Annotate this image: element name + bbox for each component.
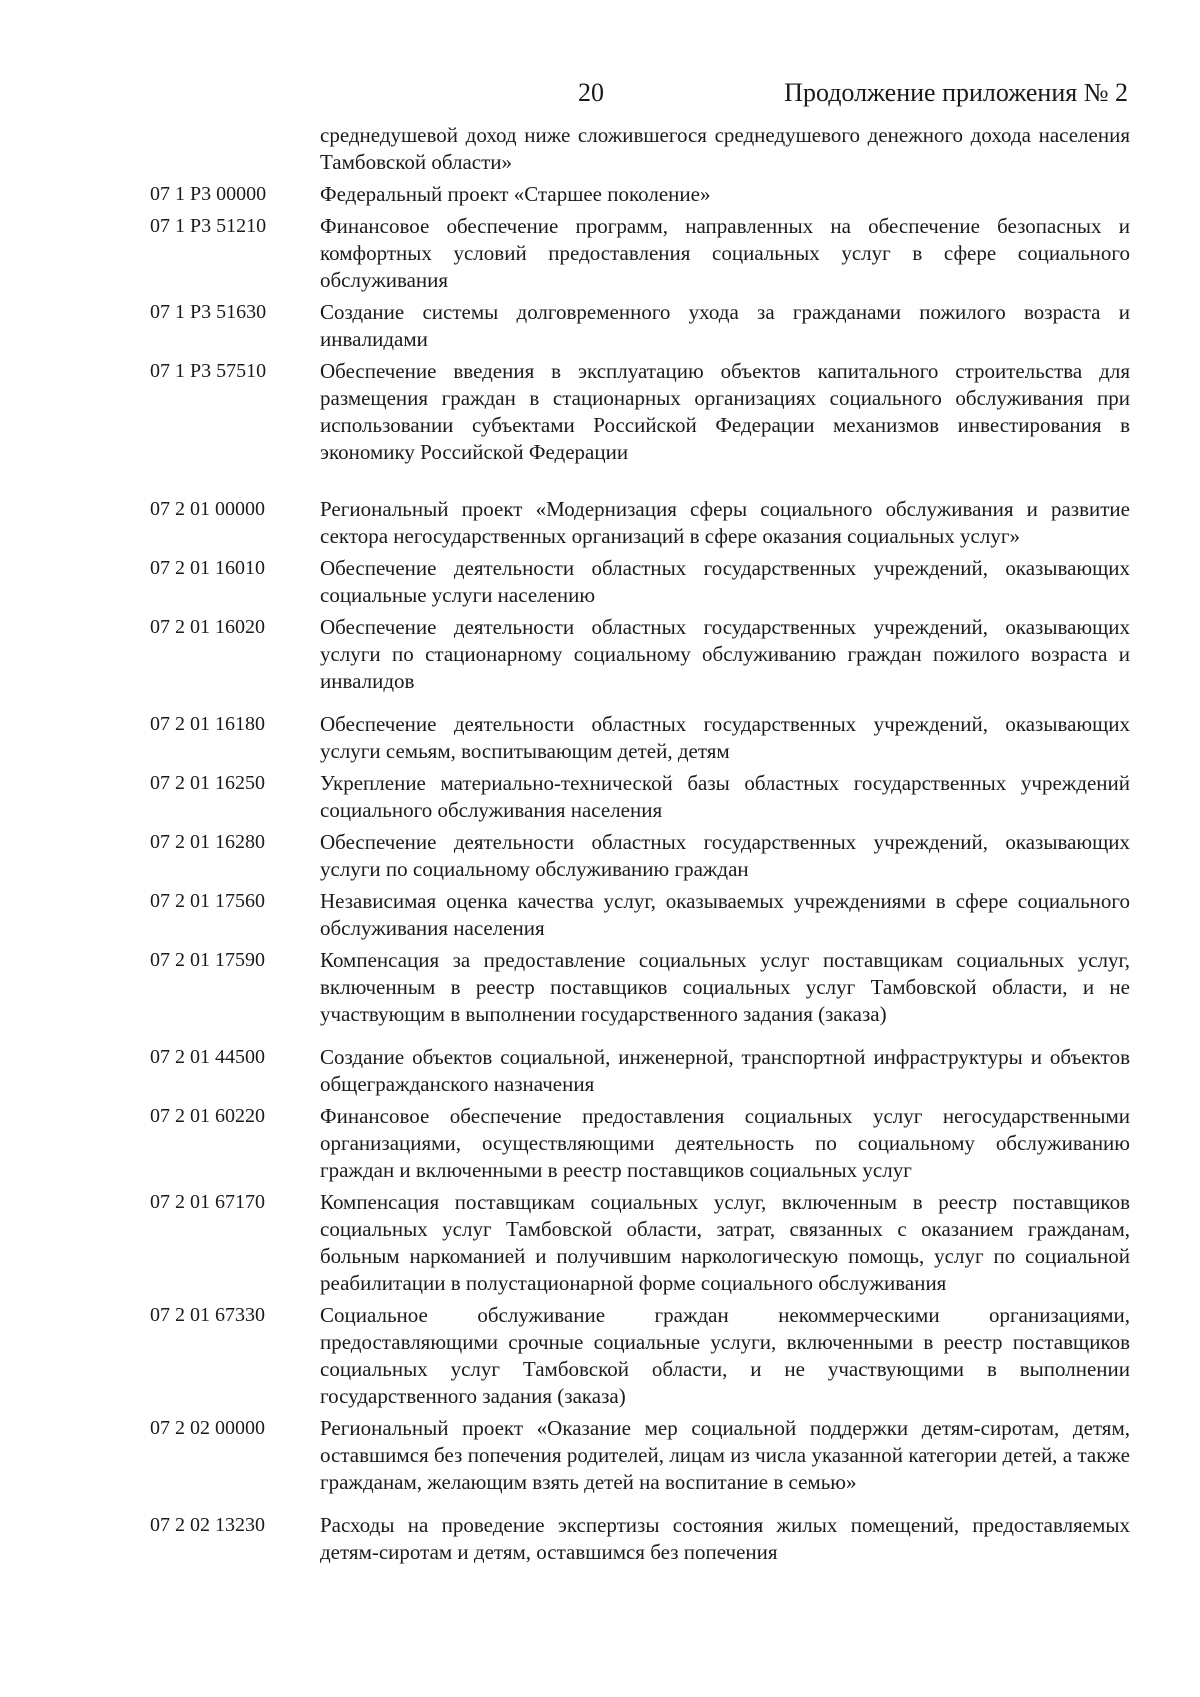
entry-text: Создание системы долговременного ухода за гражданами пожилого возраста и инвалидами: [320, 300, 1130, 351]
entry-code: 07 1 P3 51210: [150, 215, 267, 237]
page-header: [0, 78, 1200, 118]
entry-text: Обеспечение деятельности областных государственных учреждений, оказывающих услуги по социальному обслуживанию граждан: [320, 830, 1130, 881]
entry-row: [0, 829, 1200, 883]
entry-code: 07 2 01 16180: [150, 713, 265, 735]
entry-text: Региональный проект «Модернизация сферы социального обслуживания и развитие сектора негосударственных организаций в сфере оказания социальных услуг»: [320, 497, 1130, 548]
page-number: 20: [578, 78, 604, 107]
entry-text: Обеспечение деятельности областных государственных учреждений, оказывающих социальные услуги населению: [320, 556, 1130, 607]
entry-text: Создание объектов социальной, инженерной, транспортной инфраструктуры и объектов общегражданского назначения: [320, 1045, 1130, 1096]
entry-text: Обеспечение введения в эксплуатацию объектов капитального строительства для размещения граждан в стационарных организациях социального обслуживания при использовании субъектами Российской Федерации механизмов инвестирования в экономику Российской Федерации: [320, 359, 1130, 464]
intro-text: среднедушевой доход ниже сложившегося среднедушевого денежного дохода населения Тамбовской области»: [320, 123, 1130, 174]
entry-code: 07 2 01 16250: [150, 772, 265, 794]
entry-code: 07 2 01 16020: [150, 616, 265, 638]
entry-code: 07 1 P3 57510: [150, 360, 267, 382]
entry-text: Финансовое обеспечение предоставления социальных услуг негосударственными организациями, осуществляющими деятельность по социальному обслуживанию граждан и включенными в реестр поставщиков социальных услуг: [320, 1104, 1130, 1182]
entry-text: Социальное обслуживание граждан некоммерческими организациями, предоставляющими срочные социальные услуги, включенными в реестр поставщиков социальных услуг Тамбовской области, и не участвующими в выполнении государственного задания (заказа): [320, 1303, 1130, 1408]
entry-text: Компенсация за предоставление социальных услуг поставщикам социальных услуг, включенным в реестр поставщиков социальных услуг Тамбовской области, и не участвующим в выполнении государственного задания (заказа): [320, 948, 1130, 1026]
entry-row: [0, 711, 1200, 765]
entry-code: 07 2 01 17560: [150, 890, 265, 912]
entry-row: [0, 1302, 1200, 1410]
entry-row: [0, 1512, 1200, 1566]
entry-text: Обеспечение деятельности областных государственных учреждений, оказывающих услуги семьям, воспитывающим детей, детям: [320, 712, 1130, 763]
entry-row: [0, 299, 1200, 353]
intro-row: [0, 122, 1200, 176]
entry-code: 07 2 02 00000: [150, 1417, 265, 1439]
entry-code: 07 2 01 00000: [150, 498, 265, 520]
entry-row: [0, 770, 1200, 824]
entry-text: Расходы на проведение экспертизы состояния жилых помещений, предоставляемых детям-сиротам и детям, оставшимся без попечения: [320, 1513, 1130, 1564]
entry-code: 07 2 01 67170: [150, 1191, 265, 1213]
entry-code: 07 1 P3 00000: [150, 183, 267, 205]
entry-code: 07 2 01 16280: [150, 831, 265, 853]
entry-code: 07 2 01 16010: [150, 557, 265, 579]
entry-text: Федеральный проект «Старшее поколение»: [320, 182, 711, 206]
entry-row: [0, 888, 1200, 942]
entry-row: [0, 496, 1200, 550]
entry-code: 07 2 01 67330: [150, 1304, 265, 1326]
entry-code: 07 2 01 44500: [150, 1046, 265, 1068]
entry-text: Укрепление материально-технической базы областных государственных учреждений социального обслуживания населения: [320, 771, 1130, 822]
entry-code: 07 2 01 60220: [150, 1105, 265, 1127]
entry-code: 07 1 P3 51630: [150, 301, 267, 323]
document-body: [0, 122, 1200, 1566]
entry-row: [0, 947, 1200, 1028]
entry-text: Независимая оценка качества услуг, оказываемых учреждениями в сфере социального обслуживания населения: [320, 889, 1130, 940]
entry-text: Обеспечение деятельности областных государственных учреждений, оказывающих услуги по стационарному социальному обслуживанию граждан пожилого возраста и инвалидов: [320, 615, 1130, 693]
entry-text: Региональный проект «Оказание мер социальной поддержки детям-сиротам, детям, оставшимся без попечения родителей, лицам из числа указанной категории детей, а также гражданам, желающим взять детей на воспитание в семью»: [320, 1416, 1130, 1494]
entry-code: 07 2 01 17590: [150, 949, 265, 971]
entry-code: 07 2 02 13230: [150, 1514, 265, 1536]
continuation-title: Продолжение приложения № 2: [784, 78, 1128, 107]
entry-text: Финансовое обеспечение программ, направленных на обеспечение безопасных и комфортных условий предоставления социальных услуг в сфере социального обслуживания: [320, 214, 1130, 292]
entry-row: [0, 1103, 1200, 1184]
entry-row: [0, 614, 1200, 695]
entry-row: [0, 1044, 1200, 1098]
entry-text: Компенсация поставщикам социальных услуг, включенным в реестр поставщиков социальных услуг Тамбовской области, затрат, связанных с оказанием гражданам, больным наркоманией и получившим наркологическую помощь, услуг по социальной реабилитации в полустационарной форме социального обслуживания: [320, 1190, 1130, 1295]
entry-row: [0, 555, 1200, 609]
entry-row: [0, 1189, 1200, 1297]
entry-row: [0, 358, 1200, 466]
entry-row: [0, 213, 1200, 294]
entry-row: [0, 181, 1200, 208]
entry-row: [0, 1415, 1200, 1496]
